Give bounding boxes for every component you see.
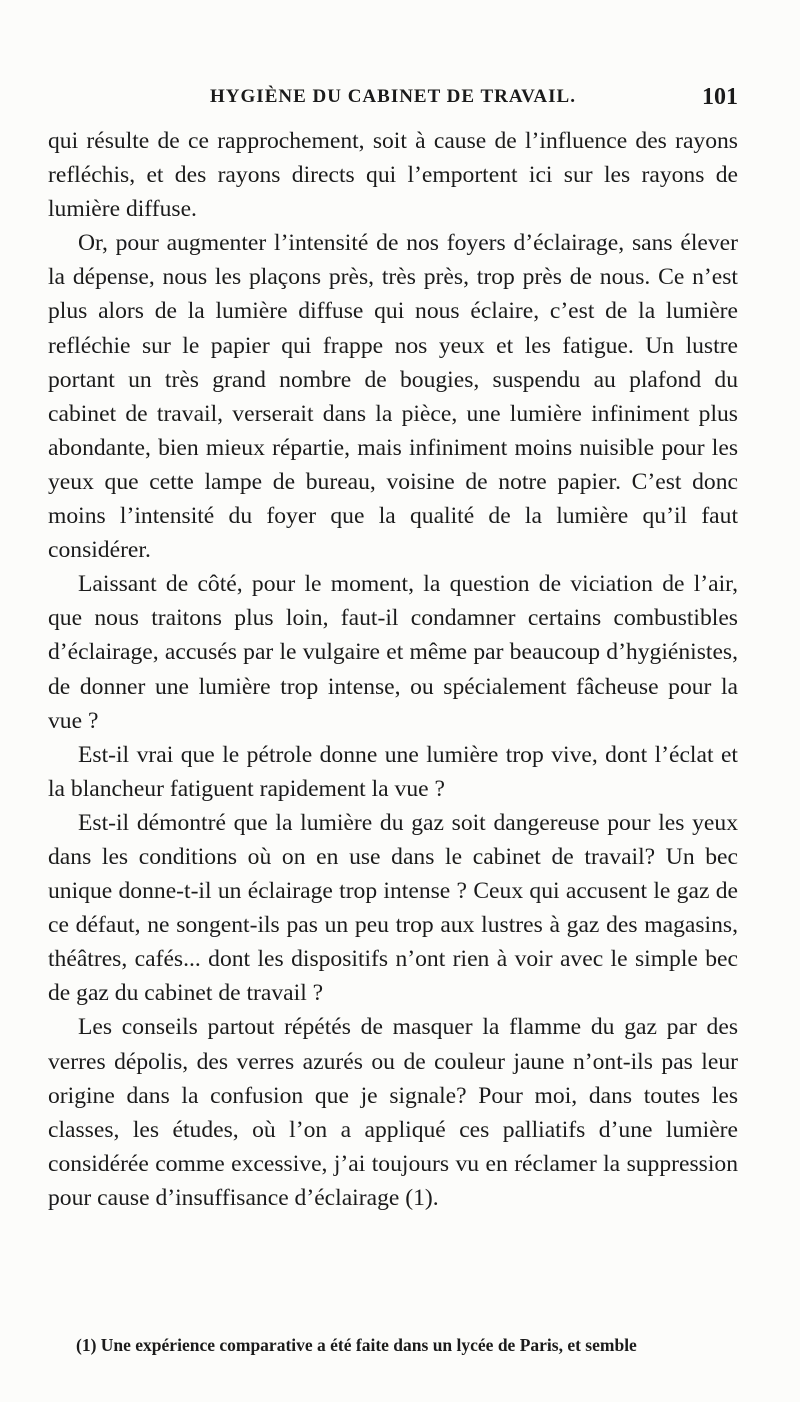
paragraph: Est-il vrai que le pétrole donne une lumière trop vive, dont l’éclat et la blancheur fatiguent rapidement la vue ?: [48, 741, 738, 802]
body-text: [48, 124, 738, 1215]
page-number: 101: [702, 84, 738, 110]
running-head: [48, 86, 738, 116]
running-title: HYGIÈNE DU CABINET DE TRAVAIL.: [210, 86, 576, 107]
paragraph: Est-il démontré que la lumière du gaz soit dangereuse pour les yeux dans les conditions où on en use dans le cabinet de travail? Un bec unique donne-t-il un éclairage trop intense ? Ceux qui accusent le gaz de ce défaut, ne songent-ils pas un peu trop aux lustres à gaz des magasins, théâtres, cafés... dont les dispositifs n’ont rien à voir avec le simple bec de gaz du cabinet de travail ?: [48, 809, 738, 1007]
paragraph-continuation: qui résulte de ce rapprochement, soit à cause de l’influence des rayons refléchis, et des rayons directs qui l’emportent ici sur les rayons de lumière diffuse.: [48, 128, 738, 223]
paragraph: Les conseils partout répétés de masquer la flamme du gaz par des verres dépolis, des verres azurés ou de couleur jaune n’ont-ils pas leur origine dans la confusion que je signale? Pour moi, dans toutes les classes, les études, où l’on a appliqué ces palliatifs d’une lumière considérée comme excessive, j’ai toujours vu en réclamer la suppression pour cause d’insuffisance d’éclairage (1).: [48, 1014, 738, 1211]
paragraph: Laissant de côté, pour le moment, la question de viciation de l’air, que nous traitons plus loin, faut-il condamner certains combustibles d’éclairage, accusés par le vulgaire et même par beaucoup d’hygiénistes, de donner une lumière trop intense, ou spécialement fâcheuse pour la vue ?: [48, 571, 738, 734]
paragraph: Or, pour augmenter l’intensité de nos foyers d’éclairage, sans élever la dépense, nous les plaçons près, très près, trop près de nous. Ce n’est plus alors de la lumière diffuse qui nous éclaire, c’est de la lumière refléchie sur le papier qui frappe nos yeux et les fatigue. Un lustre portant un très grand nombre de bougies, suspendu au plafond du cabinet de travail, verserait dans la pièce, une lumière infiniment plus abondante, bien mieux répartie, mais infiniment moins nuisible pour les yeux que cette lampe de bureau, voisine de notre papier. C’est donc moins l’intensité du foyer que la qualité de la lumière qu’il faut considérer.: [48, 230, 738, 564]
footnote: (1) Une expérience comparative a été faite dans un lycée de Paris, et semble: [76, 1335, 637, 1355]
